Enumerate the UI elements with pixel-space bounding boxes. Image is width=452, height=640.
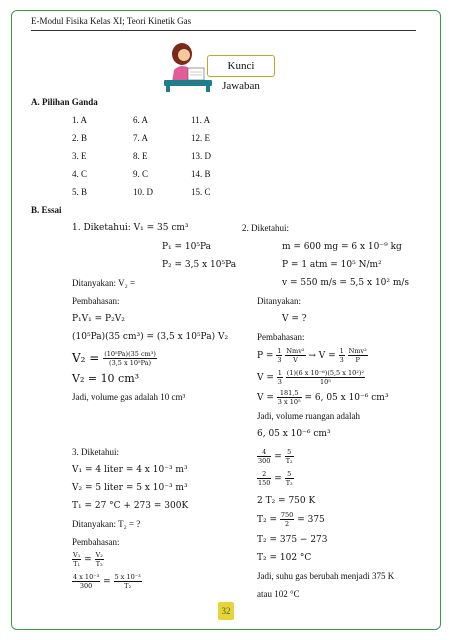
frac-numerator: Nmv²	[286, 347, 305, 355]
q2-asked-label: Ditanyakan:	[257, 296, 301, 306]
frac-denominator: 3	[339, 356, 344, 364]
q3-step	[257, 510, 325, 530]
answer-item: 7. A	[133, 133, 149, 143]
frac-denominator: T₂	[124, 582, 132, 590]
q1-p1: P₁ = 10⁵Pa	[162, 242, 212, 252]
q1-solution-label: Pembahasan:	[72, 296, 120, 306]
frac-denominator: 3	[277, 356, 282, 364]
frac-denominator: T₂	[285, 457, 293, 465]
answer-item: 5. B	[72, 187, 88, 197]
q2-formula-arrow: → V =	[308, 351, 336, 361]
fraction	[95, 551, 104, 568]
answer-item: 15. C	[191, 187, 211, 197]
fraction	[285, 470, 294, 487]
q1-conclusion: Jadi, volume gas adalah 10 cm³	[72, 392, 186, 402]
answer-item: 9. C	[133, 169, 149, 179]
frac-denominator: (3,5 x 10⁵Pa)	[109, 359, 152, 367]
fraction	[285, 347, 305, 364]
q3-step-lhs: T₂ =	[257, 515, 278, 525]
frac-numerator: Nmv²	[348, 347, 367, 355]
q3-conclusion: Jadi, suhu gas berubah menjadi 375 K	[257, 571, 395, 581]
q3-t1: T₁ = 27 °C + 273 = 300K	[72, 501, 189, 511]
q3-v1: V₁ = 4 liter = 4 x 10⁻³ m³	[72, 465, 188, 475]
q3-substitution: $\frac{\text{4 x 10⁻³}}{300}$ = $\frac{\text{5 x 10⁻³}}{\text{T₂}}$	[73, 573, 141, 590]
answer-item: 8. E	[133, 151, 148, 161]
frac-denominator: 10⁵	[319, 378, 331, 386]
q2-conclusion-value: 6, 05 x 10⁻⁶ cm³	[257, 429, 331, 439]
q2-result-lhs: V =	[257, 393, 274, 403]
page-number: 32	[218, 602, 234, 620]
answer-item: 2. B	[72, 133, 88, 143]
fraction	[286, 369, 365, 386]
header-rule	[31, 30, 416, 31]
q3-asked: Ditanyakan: T₂ = ?	[72, 519, 141, 529]
fraction	[348, 347, 368, 364]
answer-item: 14. B	[191, 169, 211, 179]
q2-formula	[257, 346, 368, 366]
fraction	[257, 470, 271, 487]
frac-numerator: V₂	[95, 551, 103, 559]
frac-denominator: T₂	[95, 560, 103, 568]
q2-conclusion: Jadi, volume ruangan adalah	[257, 411, 360, 421]
frac-denominator: P	[355, 356, 360, 364]
q2-mass: m = 600 mg = 6 x 10⁻⁹ kg	[282, 242, 402, 252]
q1-given: 1. Diketahui: V₁ = 35 cm³	[72, 223, 189, 233]
frac-numerator: (1)(6 x 10⁻⁶)(5,5 x 10²)²	[286, 369, 365, 377]
frac-denominator: 300	[79, 582, 93, 590]
answer-item: 11. A	[191, 115, 211, 125]
q2-substitution	[257, 368, 365, 388]
frac-numerator: (10⁵Pa)(35 cm³)	[104, 350, 156, 358]
q3-step: 2 T₂ = 750 K	[257, 496, 316, 506]
q2-velocity: v = 550 m/s = 5,5 x 10² m/s	[282, 278, 410, 288]
frac-numerator: V₁	[73, 551, 81, 559]
answer-item: 12. E	[191, 133, 210, 143]
q3-step: $\frac{4}{300}$ = $\frac{5}{\text{T₂}}$	[258, 448, 293, 465]
frac-numerator: 5	[285, 470, 294, 479]
q3-v2: V₂ = 5 liter = 5 x 10⁻³ m³	[72, 483, 188, 493]
q2-given: 2. Diketahui:	[242, 223, 289, 233]
q2-result	[257, 388, 388, 408]
q2-formula-lhs: P =	[257, 351, 274, 361]
answer-item: 3. E	[72, 151, 87, 161]
frac-numerator: 1	[339, 347, 344, 355]
fraction	[339, 347, 345, 364]
q1-p2: P₂ = 3,5 x 10⁵Pa	[162, 260, 237, 270]
q1-result: V₂ = 10 cm³	[72, 372, 140, 385]
q2-pressure: P = 1 atm = 10⁵ N/m²	[282, 260, 382, 270]
q3-step: T₂ = 102 °C	[257, 553, 312, 563]
frac-numerator: 1	[277, 347, 282, 355]
q3-conclusion-value: atau 102 °C	[257, 589, 300, 599]
frac-numerator: 4	[257, 448, 271, 457]
q1-step: (10⁵Pa)(35 cm³) = (3,5 x 10⁵Pa) V₂	[72, 332, 229, 342]
section-b-title: B. Essai	[31, 205, 62, 215]
answer-item: 13. D	[191, 151, 211, 161]
frac-numerator: 750	[280, 511, 294, 519]
frac-numerator: 2	[257, 470, 271, 479]
frac-denominator: 3 x 10⁵	[277, 398, 301, 406]
q1-fraction-step	[72, 348, 157, 368]
q1-step: P₁V₁ = P₂V₂	[72, 314, 125, 324]
fraction	[257, 448, 271, 465]
frac-denominator: 3	[277, 378, 282, 386]
q2-sub-lhs: V =	[257, 373, 274, 383]
frac-numerator: 4 x 10⁻³	[73, 573, 100, 581]
q3-given: 3. Diketahui:	[72, 447, 119, 457]
frac-numerator: 1	[277, 369, 282, 377]
fraction	[114, 573, 142, 590]
answer-item: 10. D	[133, 187, 153, 197]
q3-step: T₂ = 375 − 273	[257, 535, 328, 545]
q3-law: $\frac{\text{V₁}}{\text{T₁}}$ = $\frac{\text{V₂}}{\text{T₂}}$	[73, 551, 103, 568]
q3-step-rhs: = 375	[297, 515, 325, 525]
fraction	[72, 551, 81, 568]
q3-solution-label: Pembahasan:	[72, 537, 120, 547]
answer-item: 4. C	[72, 169, 88, 179]
fraction	[277, 369, 283, 386]
q2-asked: V = ?	[282, 314, 307, 324]
frac-numerator: 5 x 10⁻³	[114, 573, 141, 581]
q3-step: $\frac{2}{150}$ = $\frac{5}{\text{T₂}}$	[258, 470, 293, 487]
fraction	[277, 389, 302, 406]
q2-solution-label: Pembahasan:	[257, 332, 305, 342]
fraction	[285, 448, 294, 465]
section-a-title: A. Pilihan Ganda	[31, 97, 98, 107]
running-header: E-Modul Fisika Kelas XI; Teori Kinetik Gas	[31, 16, 192, 26]
answer-item: 6. A	[133, 115, 149, 125]
frac-numerator: 5	[285, 448, 294, 457]
q1-asked: Ditanyakan: V₂ =	[72, 278, 136, 288]
fraction	[280, 511, 294, 528]
frac-denominator: 2	[285, 520, 290, 528]
q1-fraction-lhs: V₂ =	[72, 351, 100, 365]
frac-denominator: T₂	[285, 479, 293, 487]
answer-item: 1. A	[72, 115, 88, 125]
fraction	[276, 347, 282, 364]
frac-denominator: 150	[258, 479, 271, 487]
answer-key-badge: Kunci Jawaban	[207, 55, 275, 77]
frac-denominator: T₁	[73, 560, 81, 568]
frac-denominator: V	[293, 356, 298, 364]
q2-result-rhs: = 6, 05 x 10⁻⁶ cm³	[304, 393, 389, 403]
frac-numerator: 181,5	[277, 389, 302, 398]
q1-fraction	[103, 350, 157, 367]
fraction	[72, 573, 100, 590]
frac-denominator: 300	[258, 457, 271, 465]
